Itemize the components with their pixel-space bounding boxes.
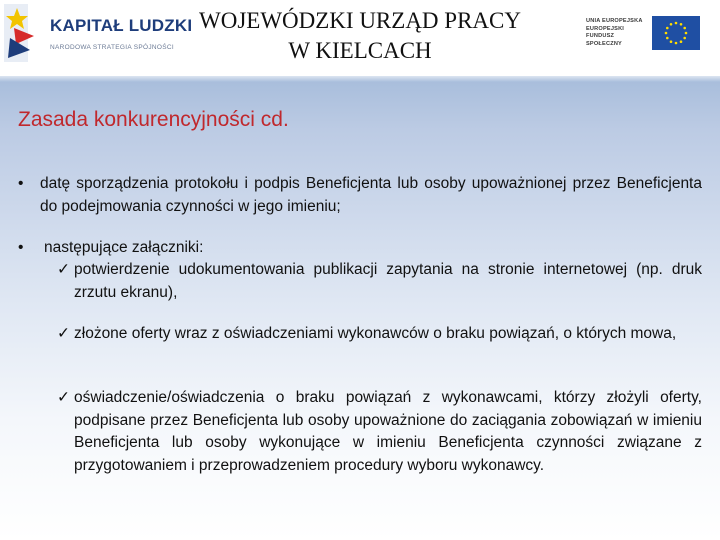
- check-item-declarations: [57, 387, 702, 477]
- checkmark-icon: ✓: [57, 261, 70, 278]
- bullet-item-attachments: [18, 237, 702, 260]
- checkmark-icon: ✓: [57, 389, 70, 406]
- bullet-icon: •: [18, 175, 24, 192]
- slide-header: [0, 0, 720, 76]
- office-title-line2: W KIELCACH: [288, 38, 432, 63]
- kapital-ludzki-subtitle: NARODOWA STRATEGIA SPÓJNOŚCI: [50, 44, 174, 51]
- office-title: [150, 6, 570, 66]
- eu-logo-text: [586, 18, 650, 48]
- kapital-ludzki-title: KAPITAŁ LUDZKI: [50, 16, 193, 35]
- kapital-ludzki-logo: [4, 4, 193, 64]
- checkmark-icon: ✓: [57, 325, 70, 342]
- eu-logo-line3: FUNDUSZ SPOŁECZNY: [586, 33, 622, 47]
- kapital-ludzki-star-icon: [4, 4, 42, 62]
- check-item-text: potwierdzenie udokumentowania publikacji zapytania na stronie internetowej (np. druk zrzutu ekranu),: [74, 261, 702, 301]
- bullet-text: następujące załączniki:: [44, 239, 204, 256]
- check-item-offers: [57, 323, 702, 346]
- office-title-line1: WOJEWÓDZKI URZĄD PRACY: [199, 8, 521, 33]
- bullet-text: datę sporządzenia protokołu i podpis Beneficjenta lub osoby upoważnionej przez Beneficjenta do podejmowania czynności w jego imieniu;: [40, 175, 702, 215]
- check-item-publication-proof: [57, 259, 702, 304]
- eu-logo-line2: EUROPEJSKI: [586, 25, 625, 32]
- eu-logo-line1: UNIA EUROPEJSKA: [586, 18, 643, 24]
- eu-flag-icon: [652, 16, 700, 50]
- check-item-text: złożone oferty wraz z oświadczeniami wykonawców o braku powiązań, o których mowa,: [74, 325, 677, 342]
- slide-title: Zasada konkurencyjności cd.: [18, 108, 289, 131]
- check-item-text: oświadczenie/oświadczenia o braku powiązań z wykonawcami, którzy złożyli oferty, podpisane przez Beneficjenta lub osoby upoważnione do zaciągania zobowiązań w imieniu Beneficjenta lub osoby wykonujące w imieniu Beneficjenta czynności związane z przygotowaniem i przeprowadzeniem procedury wyboru wykonawcy.: [74, 389, 702, 474]
- bullet-icon: •: [18, 239, 24, 256]
- bullet-item-protocol-date: [18, 173, 702, 218]
- eu-logo: [586, 16, 706, 52]
